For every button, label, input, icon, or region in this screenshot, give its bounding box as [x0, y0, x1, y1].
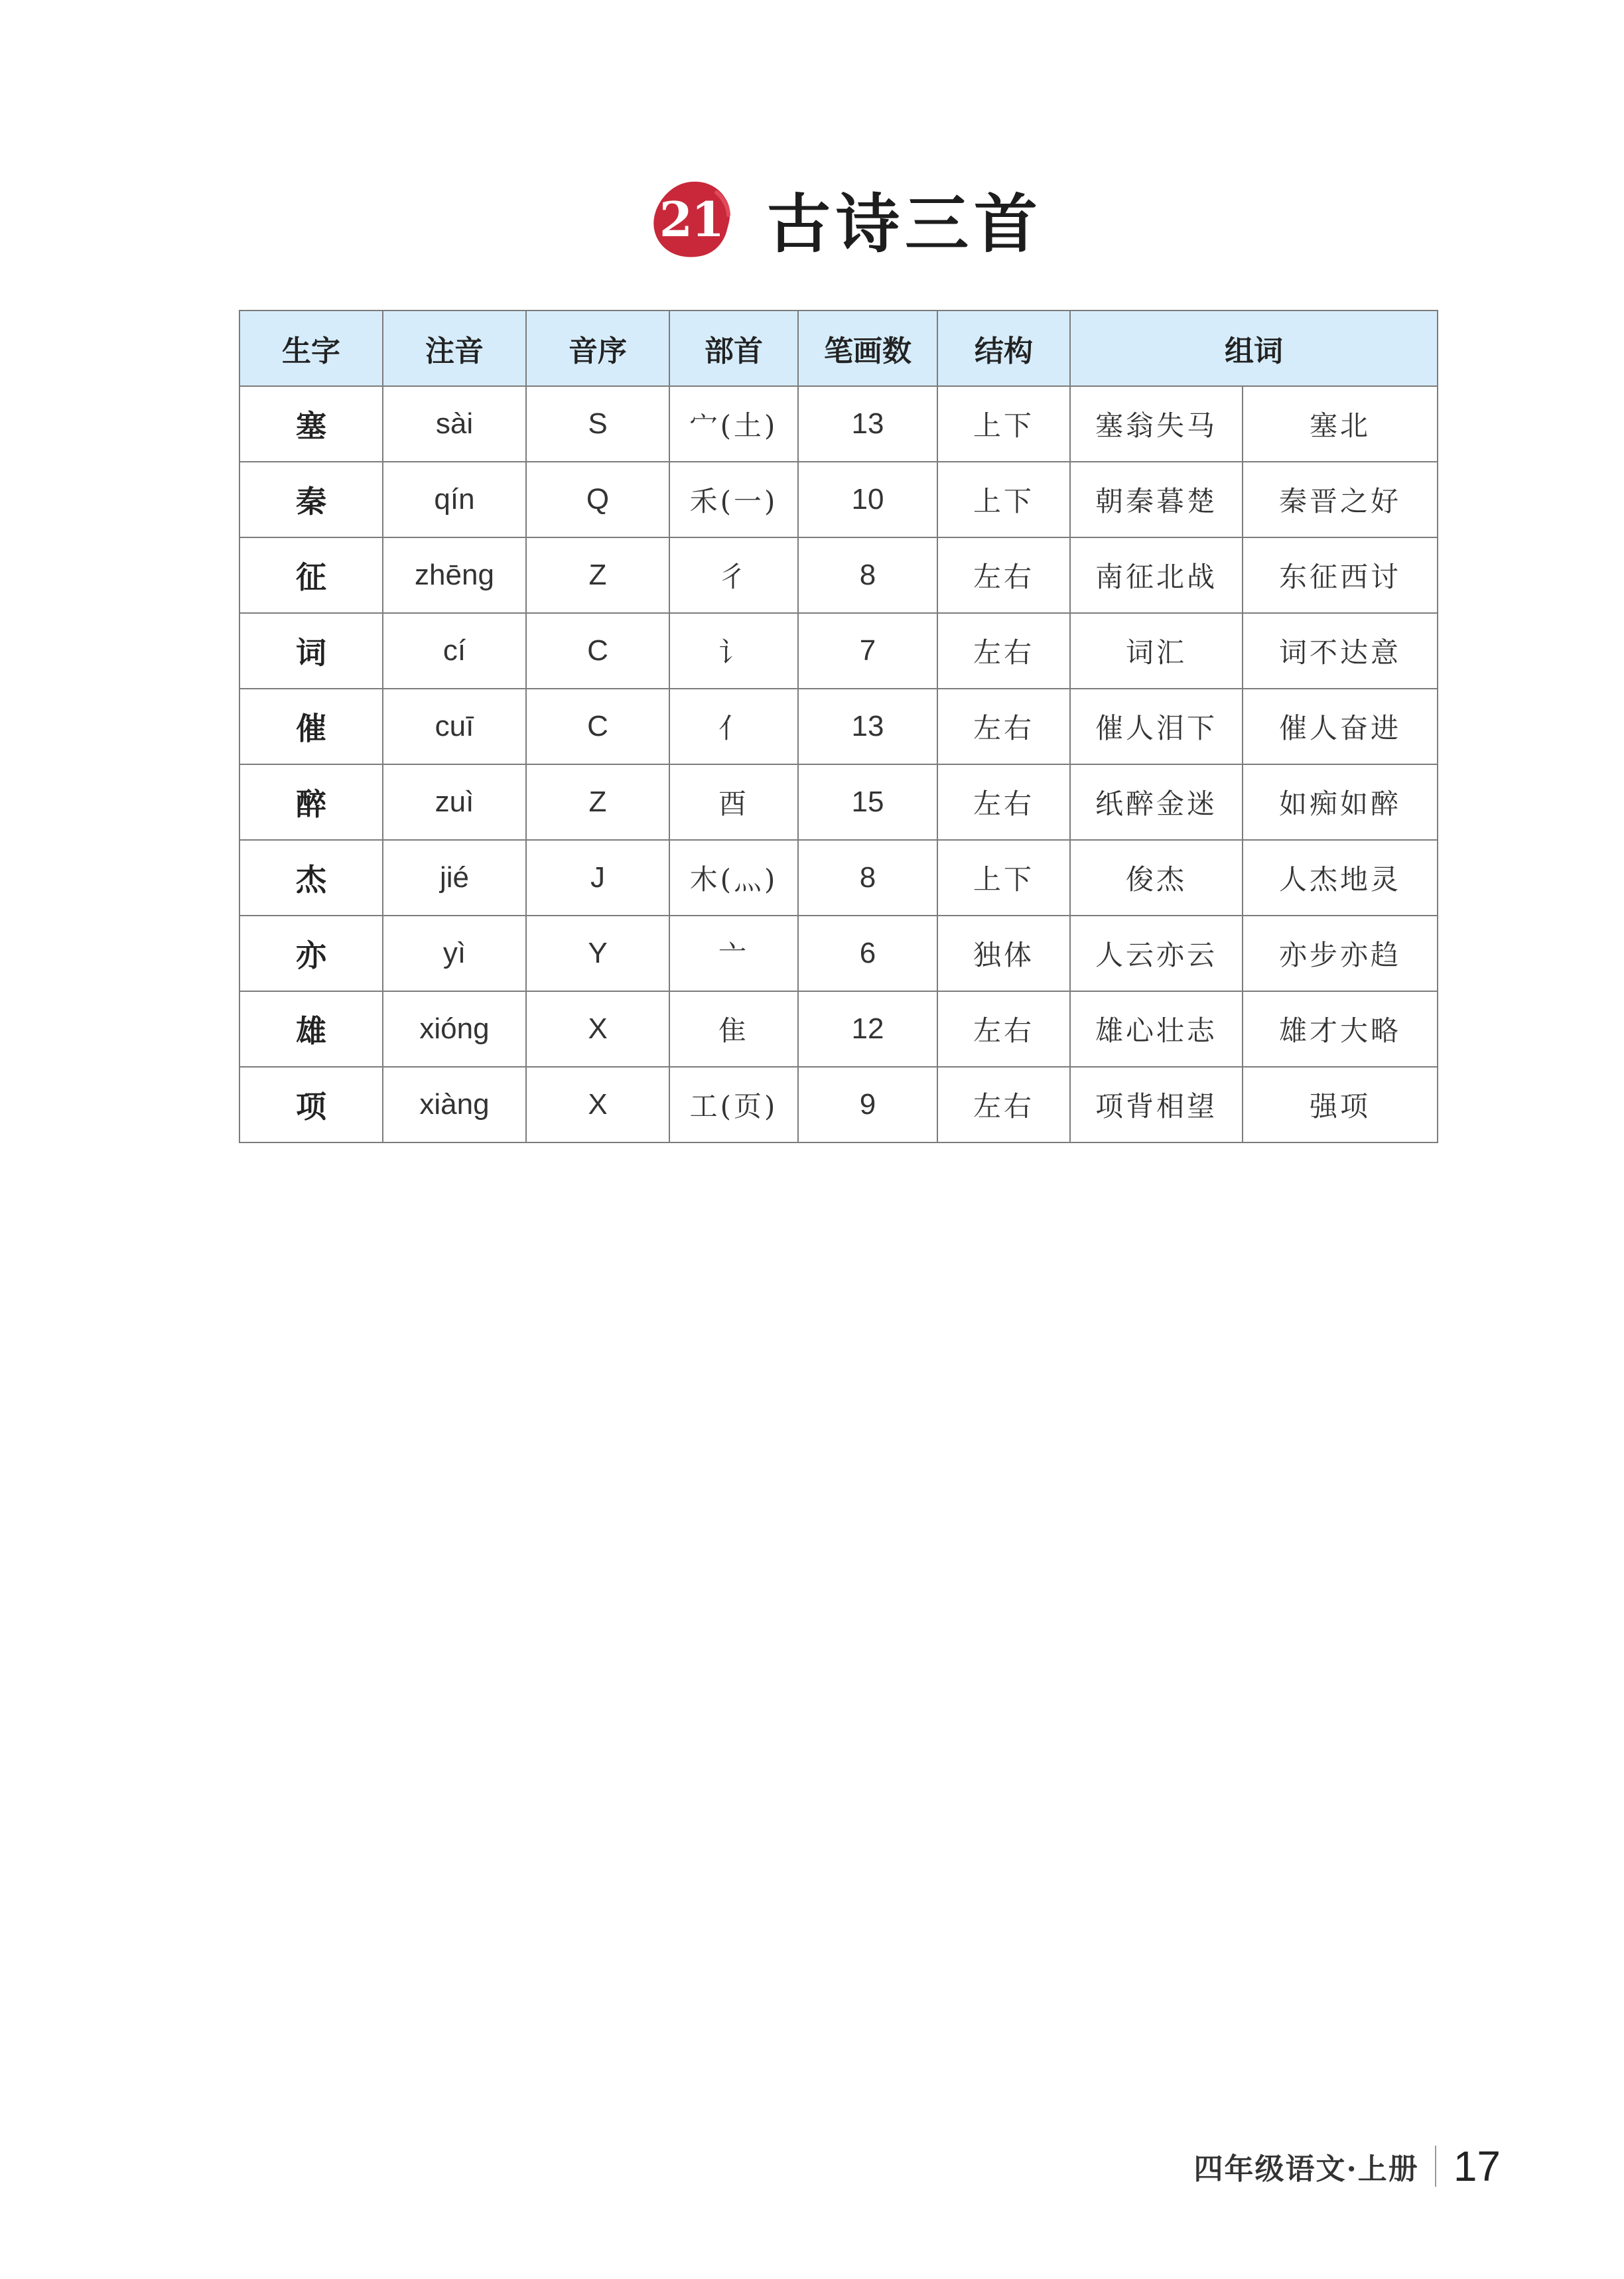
cell-radical: 工(页) — [669, 1067, 798, 1142]
page-number: 17 — [1453, 2142, 1501, 2190]
cell-structure: 上下 — [937, 386, 1070, 462]
cell-word-1: 项背相望 — [1070, 1067, 1243, 1142]
cell-word-2: 雄才大略 — [1243, 991, 1438, 1067]
cell-radical: 酉 — [669, 764, 798, 840]
cell-word-2: 词不达意 — [1243, 613, 1438, 689]
cell-pinyin: yì — [383, 916, 526, 991]
header-word-groups: 组词 — [1070, 311, 1438, 386]
cell-phonetic-order: C — [526, 689, 669, 764]
cell-structure: 左右 — [937, 689, 1070, 764]
cell-pinyin: qín — [383, 462, 526, 537]
header-radical: 部首 — [669, 311, 798, 386]
cell-stroke-count: 6 — [798, 916, 937, 991]
cell-phonetic-order: Z — [526, 764, 669, 840]
cell-phonetic-order: S — [526, 386, 669, 462]
cell-word-2: 塞北 — [1243, 386, 1438, 462]
table-row — [239, 462, 1438, 537]
cell-word-1: 催人泪下 — [1070, 689, 1243, 764]
table-row — [239, 689, 1438, 764]
table-row — [239, 537, 1438, 613]
cell-word-1: 塞翁失马 — [1070, 386, 1243, 462]
cell-stroke-count: 13 — [798, 689, 937, 764]
cell-phonetic-order: J — [526, 840, 669, 916]
cell-word-2: 亦步亦趋 — [1243, 916, 1438, 991]
cell-word-2: 秦晋之好 — [1243, 462, 1438, 537]
cell-radical: 隹 — [669, 991, 798, 1067]
cell-stroke-count: 8 — [798, 840, 937, 916]
cell-word-2: 强项 — [1243, 1067, 1438, 1142]
cell-pinyin: sài — [383, 386, 526, 462]
cell-stroke-count: 9 — [798, 1067, 937, 1142]
cell-word-2: 催人奋进 — [1243, 689, 1438, 764]
cell-phonetic-order: C — [526, 613, 669, 689]
cell-radical: 彳 — [669, 537, 798, 613]
cell-structure: 独体 — [937, 916, 1070, 991]
cell-word-1: 纸醉金迷 — [1070, 764, 1243, 840]
cell-structure: 左右 — [937, 991, 1070, 1067]
cell-phonetic-order: Q — [526, 462, 669, 537]
cell-word-2: 东征西讨 — [1243, 537, 1438, 613]
cell-stroke-count: 10 — [798, 462, 937, 537]
header-phonetic-order: 音序 — [526, 311, 669, 386]
lesson-heading — [650, 173, 1043, 265]
cell-character: 秦 — [239, 462, 383, 537]
cell-character: 征 — [239, 537, 383, 613]
table-header-row — [239, 311, 1438, 386]
cell-phonetic-order: Z — [526, 537, 669, 613]
cell-stroke-count: 15 — [798, 764, 937, 840]
cell-character: 亦 — [239, 916, 383, 991]
footer-divider — [1435, 2146, 1436, 2187]
cell-radical: 讠 — [669, 613, 798, 689]
cell-character: 催 — [239, 689, 383, 764]
cell-word-1: 人云亦云 — [1070, 916, 1243, 991]
cell-radical: 亻 — [669, 689, 798, 764]
book-title: 四年级语文·上册 — [1193, 2152, 1419, 2186]
cell-pinyin: jié — [383, 840, 526, 916]
lesson-number-badge — [650, 178, 732, 260]
cell-character: 醉 — [239, 764, 383, 840]
cell-character: 杰 — [239, 840, 383, 916]
header-character: 生字 — [239, 311, 383, 386]
header-stroke-count: 笔画数 — [798, 311, 937, 386]
cell-pinyin: xiàng — [383, 1067, 526, 1142]
cell-structure: 左右 — [937, 537, 1070, 613]
cell-character: 塞 — [239, 386, 383, 462]
cell-word-1: 南征北战 — [1070, 537, 1243, 613]
table-row — [239, 916, 1438, 991]
cell-word-1: 俊杰 — [1070, 840, 1243, 916]
cell-word-1: 朝秦暮楚 — [1070, 462, 1243, 537]
lesson-title: 古诗三首 — [767, 186, 1043, 261]
cell-character: 项 — [239, 1067, 383, 1142]
cell-phonetic-order: X — [526, 991, 669, 1067]
cell-word-2: 人杰地灵 — [1243, 840, 1438, 916]
cell-pinyin: xióng — [383, 991, 526, 1067]
cell-phonetic-order: Y — [526, 916, 669, 991]
cell-phonetic-order: X — [526, 1067, 669, 1142]
table-row — [239, 764, 1438, 840]
page-footer — [1193, 2140, 1501, 2193]
cell-structure: 左右 — [937, 1067, 1070, 1142]
cell-structure: 左右 — [937, 613, 1070, 689]
cell-character: 雄 — [239, 991, 383, 1067]
cell-stroke-count: 13 — [798, 386, 937, 462]
cell-pinyin: zuì — [383, 764, 526, 840]
cell-structure: 上下 — [937, 462, 1070, 537]
table-row — [239, 1067, 1438, 1142]
cell-pinyin: cuī — [383, 689, 526, 764]
table-row — [239, 991, 1438, 1067]
header-pinyin: 注音 — [383, 311, 526, 386]
lesson-number: 21 — [659, 190, 724, 247]
cell-structure: 左右 — [937, 764, 1070, 840]
cell-stroke-count: 8 — [798, 537, 937, 613]
cell-radical: 木(灬) — [669, 840, 798, 916]
table-row — [239, 386, 1438, 462]
cell-word-1: 词汇 — [1070, 613, 1243, 689]
cell-character: 词 — [239, 613, 383, 689]
table-body — [239, 386, 1438, 1142]
table-row — [239, 840, 1438, 916]
cell-radical: 亠 — [669, 916, 798, 991]
cell-word-2: 如痴如醉 — [1243, 764, 1438, 840]
new-characters-table — [239, 310, 1438, 1143]
cell-pinyin: zhēng — [383, 537, 526, 613]
header-structure: 结构 — [937, 311, 1070, 386]
cell-stroke-count: 12 — [798, 991, 937, 1067]
cell-radical: 禾(一) — [669, 462, 798, 537]
cell-radical: 宀(土) — [669, 386, 798, 462]
cell-pinyin: cí — [383, 613, 526, 689]
cell-structure: 上下 — [937, 840, 1070, 916]
cell-word-1: 雄心壮志 — [1070, 991, 1243, 1067]
cell-stroke-count: 7 — [798, 613, 937, 689]
table-row — [239, 613, 1438, 689]
